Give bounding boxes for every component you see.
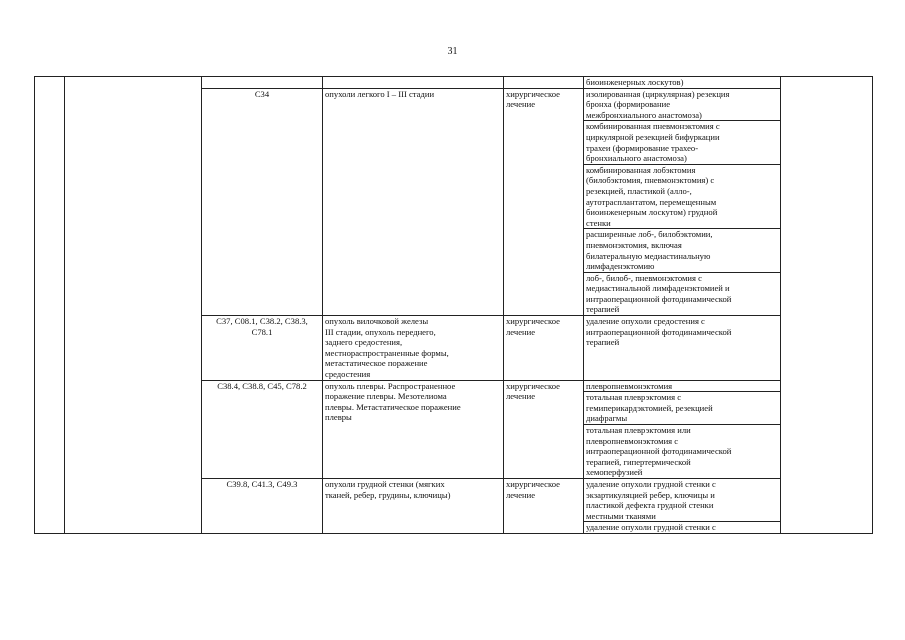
- code-cell: [202, 77, 323, 89]
- treatment-text: лечение: [506, 326, 536, 337]
- method-text: терапией, гипертермической: [586, 456, 691, 467]
- treatment-cell: [504, 88, 584, 315]
- method-text: плевропневмонэктомия: [586, 380, 673, 391]
- procedures-table: [34, 76, 873, 534]
- code-text: C37, C08.1, C38.2, C38.3,: [216, 316, 308, 327]
- method-text: интраоперационной фотодинамической: [586, 326, 732, 337]
- method-cell: [584, 77, 781, 89]
- method-text: биоинженерных лоскутов): [586, 77, 684, 87]
- treatment-cell: [504, 478, 584, 533]
- method-text: лимфаденэктомию: [586, 261, 655, 272]
- method-cell: [584, 164, 781, 229]
- code-text: C38.4, C38.8, C45, C78.2: [217, 380, 307, 391]
- treatment-cell: [504, 380, 584, 478]
- diagnosis-cell: [323, 316, 504, 381]
- diagnosis-cell: [323, 380, 504, 478]
- method-text: хемоперфузией: [586, 467, 643, 478]
- code-text: C78.1: [251, 326, 273, 337]
- method-text: комбинированная лобэктомия: [586, 164, 696, 175]
- method-text: медиастинальной лимфаденэктомией и: [586, 283, 730, 294]
- method-text: бронхиального анастомоза): [586, 153, 687, 164]
- method-text: терапией: [586, 337, 620, 348]
- method-text: стенки: [586, 217, 611, 228]
- code-text: C39.8, C41.3, C49.3: [226, 478, 298, 489]
- code-cell: [202, 88, 323, 315]
- index-cell: [35, 77, 65, 534]
- diagnosis-text: поражение плевры. Мезотелиома: [325, 391, 447, 402]
- code-text: C34: [254, 88, 270, 99]
- method-text: интраоперационной фотодинамической: [586, 446, 732, 457]
- method-text: экзартикуляцией ребер, ключицы и: [586, 489, 715, 500]
- method-text: циркулярной резекцией бифуркации: [586, 131, 720, 142]
- diagnosis-text: тканей, ребер, грудины, ключицы): [325, 489, 451, 500]
- diagnosis-cell: [323, 77, 504, 89]
- diagnosis-cell: [323, 478, 504, 533]
- method-cell: [584, 380, 781, 392]
- method-text: биоинженерным лоскутом) грудной: [586, 207, 718, 218]
- name-cell: [65, 77, 202, 534]
- diagnosis-text: средостения: [325, 369, 371, 380]
- treatment-text: лечение: [506, 99, 536, 110]
- method-cell: [584, 316, 781, 381]
- method-cell: [584, 121, 781, 164]
- method-text: удаление опухоли грудной стенки с: [586, 522, 716, 533]
- diagnosis-text: опухоли легкого I – III стадии: [325, 88, 435, 99]
- treatment-text: хирургическое: [506, 316, 560, 327]
- method-text: гемиперикардэктомией, резекцией: [586, 402, 713, 413]
- method-text: удаление опухоли грудной стенки с: [586, 478, 716, 489]
- method-text: трахеи (формирование трахео-: [586, 142, 699, 153]
- method-text: диафрагмы: [586, 413, 628, 424]
- method-text: интраоперационной фотодинамической: [586, 293, 732, 304]
- diagnosis-cell: [323, 88, 504, 315]
- method-cell: [584, 88, 781, 121]
- treatment-text: хирургическое: [506, 380, 560, 391]
- method-text: расширенные лоб-, билобэктомии,: [586, 229, 713, 240]
- diagnosis-text: III стадии, опухоль переднего,: [325, 326, 436, 337]
- treatment-text: хирургическое: [506, 478, 560, 489]
- diagnosis-text: опухоль плевры. Распространенное: [325, 380, 456, 391]
- method-text: удаление опухоли средостения с: [586, 316, 705, 327]
- treatment-text: лечение: [506, 391, 536, 402]
- diagnosis-text: метастатическое поражение: [325, 358, 428, 369]
- treatment-cell: [504, 316, 584, 381]
- method-text: билатеральную медиастинальную: [586, 250, 711, 261]
- diagnosis-text: заднего средостения,: [325, 337, 403, 348]
- method-cell: [584, 229, 781, 272]
- method-cell: [584, 478, 781, 521]
- method-text: плевропневмонэктомия с: [586, 435, 679, 446]
- method-text: изолированная (циркулярная) резекция: [586, 88, 730, 99]
- method-text: резекцией, пластикой (алло-,: [586, 185, 692, 196]
- code-cell: [202, 478, 323, 533]
- method-text: бронха (формирование: [586, 99, 671, 110]
- table-row: [35, 77, 873, 89]
- method-text: лоб-, билоб-, пневмонэктомия с: [586, 272, 702, 283]
- method-text: терапией: [586, 304, 620, 315]
- method-text: тотальная плеврэктомия или: [586, 425, 691, 435]
- treatment-text: лечение: [506, 489, 536, 500]
- cost-cell: [781, 77, 873, 534]
- method-cell: [584, 522, 781, 534]
- method-text: аутотрасплантатом, перемещенным: [586, 196, 717, 207]
- diagnosis-text: плевры. Метастатическое поражение: [325, 401, 461, 412]
- diagnosis-text: опухоль вилочковой железы: [325, 316, 429, 327]
- diagnosis-text: опухоли грудной стенки (мягких: [325, 478, 445, 489]
- code-cell: [202, 380, 323, 478]
- method-text: комбинированная пневмонэктомия с: [586, 121, 720, 132]
- method-text: пневмонэктомия, включая: [586, 239, 682, 250]
- method-text: местными тканями: [586, 510, 656, 521]
- method-cell: [584, 392, 781, 425]
- treatment-text: хирургическое: [506, 88, 560, 99]
- diagnosis-text: плевры: [325, 412, 352, 423]
- diagnosis-text: местнораспространенные формы,: [325, 347, 449, 358]
- page-number: 31: [447, 46, 458, 57]
- method-text: тотальная плеврэктомия с: [586, 392, 682, 403]
- method-text: межбронхиального анастомоза): [586, 109, 702, 120]
- method-cell: [584, 425, 781, 479]
- method-cell: [584, 272, 781, 315]
- method-text: (билобэктомия, пневмонэктомия) с: [586, 175, 715, 186]
- method-text: пластикой дефекта грудной стенки: [586, 500, 714, 511]
- treatment-cell: [504, 77, 584, 89]
- code-cell: [202, 316, 323, 381]
